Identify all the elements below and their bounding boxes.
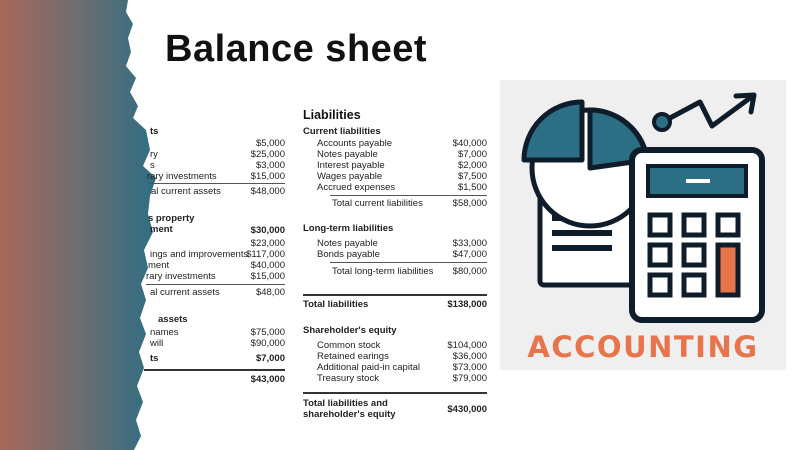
equity-heading: Shareholder's equity [303, 325, 397, 336]
longterm-row-label: Bonds payable [317, 249, 380, 260]
assets-heading: ts [150, 126, 159, 137]
property-heading: s property [148, 213, 195, 224]
divider [146, 284, 285, 285]
liability-row-value: $1,500 [457, 182, 487, 193]
equity-row-label: Treasury stock [317, 373, 379, 384]
other-asset-row-label: will [150, 338, 164, 349]
liability-row-value: $7,500 [457, 171, 487, 182]
equity-row-value: $79,000 [452, 373, 487, 384]
divider [330, 262, 487, 263]
trend-arrow-icon [654, 95, 754, 130]
liability-row-value: $2,000 [457, 160, 487, 171]
accounting-label: ACCOUNTING [527, 330, 759, 364]
page-title: Balance sheet [165, 28, 428, 70]
divider [330, 195, 487, 196]
equity-row-label: Additional paid-in capital [317, 362, 420, 373]
other-assets-heading: assets [158, 314, 188, 325]
equity-row-label: Retained earings [317, 351, 389, 362]
asset-row-value: $25,000 [250, 149, 285, 160]
longterm-total-label: Total long-term liabilities [332, 266, 434, 277]
property-row-value: $15,000 [250, 271, 285, 282]
other-asset-row-label: names [150, 327, 179, 338]
grand-total-label-line1: Total liabilities and [303, 398, 388, 409]
calculator-icon [632, 150, 762, 320]
divider [303, 392, 487, 394]
longterm-row-label: Notes payable [317, 238, 378, 249]
divider [148, 183, 285, 184]
liability-row-value: $40,000 [452, 138, 487, 149]
asset-row-label: rary investments [147, 171, 217, 182]
longterm-total-value: $80,000 [452, 266, 487, 277]
other-asset-total-value: $7,000 [255, 353, 285, 364]
asset-total-label: al current assets [151, 186, 221, 197]
liability-row-label: Interest payable [317, 160, 385, 171]
property-heading-2: ment [150, 224, 173, 235]
total-liabilities-value: $138,000 [447, 299, 487, 310]
divider [144, 369, 285, 371]
divider [303, 294, 487, 296]
liability-row-value: $7,000 [457, 149, 487, 160]
current-liabilities-heading: Current liabilities [303, 126, 381, 137]
asset-row-value: $3,000 [255, 160, 285, 171]
assets-grand-total-value: $43,000 [250, 374, 285, 385]
torn-edge-background [0, 0, 170, 450]
other-asset-row-value: $75,000 [250, 327, 285, 338]
longterm-row-value: $33,000 [452, 238, 487, 249]
property-total-value: $48,00 [255, 287, 285, 298]
property-row-value: $117,000 [246, 249, 285, 260]
asset-row-value: $5,000 [255, 138, 285, 149]
property-row-label: rary investments [146, 271, 216, 282]
longterm-row-value: $47,000 [452, 249, 487, 260]
property-row-label: ment [148, 260, 170, 271]
current-liabilities-total-value: $58,000 [452, 198, 487, 209]
property-row-label: ings and improvements [150, 249, 249, 260]
property-row-value: $40,000 [250, 260, 285, 271]
liabilities-title: Liabilities [303, 108, 361, 122]
property-value: $30,000 [250, 225, 285, 236]
asset-total-value: $48,000 [250, 186, 285, 197]
liability-row-label: Wages payable [317, 171, 383, 182]
current-liabilities-total-label: Total current liabilities [332, 198, 423, 209]
asset-row-value: $15,000 [250, 171, 285, 182]
equity-row-value: $104,000 [447, 340, 487, 351]
property-row-value: $23,000 [250, 238, 285, 249]
liability-row-label: Notes payable [317, 149, 378, 160]
total-liabilities-label: Total liabilities [303, 299, 369, 310]
longterm-liabilities-heading: Long-term liabilities [303, 223, 394, 234]
asset-row-label: ry [150, 149, 158, 160]
asset-row-label: s [150, 160, 155, 171]
other-asset-total-label: ts [150, 353, 159, 364]
accounting-illustration [500, 80, 786, 330]
grand-total-value: $430,000 [447, 404, 487, 415]
other-asset-row-value: $90,000 [250, 338, 285, 349]
equity-row-label: Common stock [317, 340, 381, 351]
equity-row-value: $36,000 [452, 351, 487, 362]
property-total-label: al current assets [150, 287, 220, 298]
liability-row-label: Accrued expenses [317, 182, 396, 193]
equity-row-value: $73,000 [452, 362, 487, 373]
grand-total-label-line2: shareholder's equity [303, 409, 396, 420]
liability-row-label: Accounts payable [317, 138, 392, 149]
